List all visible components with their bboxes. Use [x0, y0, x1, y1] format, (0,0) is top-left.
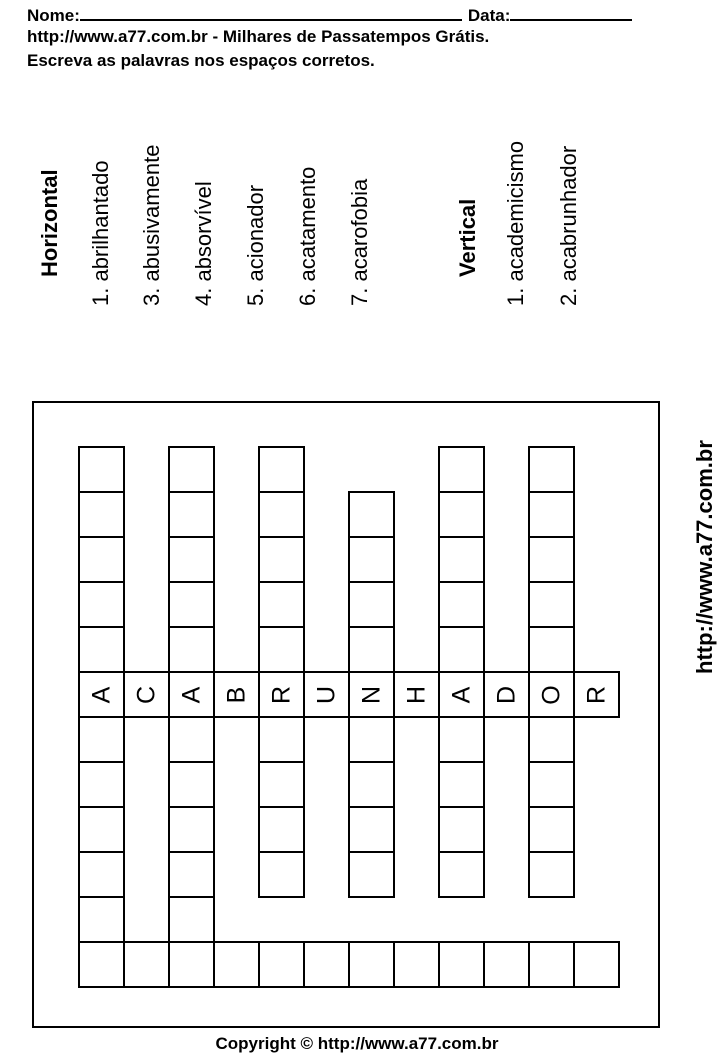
clue-horizontal-6: 6. acatamento	[295, 166, 320, 306]
answer-cell[interactable]	[168, 716, 215, 763]
given-letter: U	[312, 685, 340, 704]
given-letter: B	[222, 686, 250, 703]
given-letter-cell[interactable]	[483, 671, 530, 718]
answer-cell[interactable]	[348, 716, 395, 763]
given-letter-cell[interactable]	[213, 671, 260, 718]
answer-cell[interactable]	[258, 491, 305, 538]
answer-cell[interactable]	[348, 491, 395, 538]
answer-cell[interactable]	[78, 536, 125, 583]
answer-cell[interactable]	[303, 941, 350, 988]
clue-horizontal-1: 1. abrilhantado	[88, 160, 113, 306]
answer-cell[interactable]	[438, 581, 485, 628]
answer-cell[interactable]	[258, 851, 305, 898]
answer-cell[interactable]	[123, 941, 170, 988]
answer-cell[interactable]	[78, 896, 125, 943]
answer-cell[interactable]	[348, 851, 395, 898]
answer-cell[interactable]	[78, 941, 125, 988]
answer-cell[interactable]	[348, 536, 395, 583]
answer-cell[interactable]	[78, 806, 125, 853]
answer-cell[interactable]	[438, 941, 485, 988]
answer-cell[interactable]	[168, 491, 215, 538]
answer-cell[interactable]	[168, 896, 215, 943]
answer-cell[interactable]	[438, 761, 485, 808]
name-label: Nome:	[27, 6, 80, 25]
given-letter-cell[interactable]	[123, 671, 170, 718]
given-letter-cell[interactable]	[258, 671, 305, 718]
answer-cell[interactable]	[393, 941, 440, 988]
answer-cell[interactable]	[258, 536, 305, 583]
given-letter-cell[interactable]	[348, 671, 395, 718]
clue-horizontal-7: 7. acarofobia	[347, 178, 372, 306]
answer-cell[interactable]	[168, 761, 215, 808]
vertical-title: Vertical	[455, 198, 480, 277]
given-letter-cell[interactable]	[393, 671, 440, 718]
given-letter-cell[interactable]	[168, 671, 215, 718]
answer-cell[interactable]	[438, 626, 485, 673]
answer-cell[interactable]	[168, 806, 215, 853]
answer-cell[interactable]	[168, 581, 215, 628]
answer-cell[interactable]	[348, 581, 395, 628]
answer-cell[interactable]	[78, 716, 125, 763]
answer-cell[interactable]	[483, 941, 530, 988]
clue-vertical-2: 2. acabrunhador	[556, 145, 581, 306]
answer-cell[interactable]	[528, 491, 575, 538]
answer-cell[interactable]	[438, 536, 485, 583]
answer-cell[interactable]	[348, 806, 395, 853]
answer-cell[interactable]	[78, 446, 125, 493]
given-letter: D	[492, 685, 520, 704]
answer-cell[interactable]	[348, 626, 395, 673]
answer-cell[interactable]	[78, 851, 125, 898]
puzzle-frame	[32, 401, 660, 1028]
date-blank[interactable]	[510, 4, 632, 21]
answer-cell[interactable]	[168, 851, 215, 898]
clue-vertical-1: 1. academicismo	[503, 140, 528, 306]
given-letter-cell[interactable]	[78, 671, 125, 718]
answer-cell[interactable]	[528, 536, 575, 583]
answer-cell[interactable]	[438, 491, 485, 538]
answer-cell[interactable]	[258, 806, 305, 853]
answer-cell[interactable]	[78, 626, 125, 673]
horizontal-title: Horizontal	[37, 169, 62, 277]
given-letter: O	[537, 684, 565, 705]
answer-cell[interactable]	[528, 626, 575, 673]
answer-cell[interactable]	[78, 491, 125, 538]
instruction-line: Escreva as palavras nos espaços corretos.	[27, 51, 375, 70]
answer-cell[interactable]	[528, 446, 575, 493]
answer-cell[interactable]	[438, 806, 485, 853]
name-blank[interactable]	[80, 4, 462, 21]
answer-cell[interactable]	[258, 581, 305, 628]
answer-cell[interactable]	[258, 761, 305, 808]
answer-cell[interactable]	[528, 761, 575, 808]
given-letter: C	[132, 685, 160, 704]
answer-cell[interactable]	[438, 446, 485, 493]
answer-cell[interactable]	[78, 761, 125, 808]
answer-cell[interactable]	[528, 851, 575, 898]
given-letter: A	[87, 686, 115, 703]
answer-cell[interactable]	[168, 536, 215, 583]
answer-cell[interactable]	[438, 851, 485, 898]
answer-cell[interactable]	[573, 941, 620, 988]
date-label: Data:	[467, 6, 511, 25]
given-letter: A	[447, 686, 475, 703]
answer-cell[interactable]	[438, 716, 485, 763]
given-letter: R	[267, 685, 295, 704]
answer-cell[interactable]	[258, 941, 305, 988]
answer-cell[interactable]	[168, 626, 215, 673]
answer-cell[interactable]	[258, 716, 305, 763]
answer-cell[interactable]	[168, 941, 215, 988]
copyright-footer: Copyright © http://www.a77.com.br	[215, 1034, 499, 1053]
site-line: http://www.a77.com.br - Milhares de Passatempos Grátis.	[27, 27, 490, 46]
given-letter-cell[interactable]	[528, 671, 575, 718]
name-date-line	[27, 4, 632, 26]
clue-horizontal-3: 3. abusivamente	[139, 144, 164, 306]
answer-cell[interactable]	[348, 761, 395, 808]
answer-cell[interactable]	[528, 716, 575, 763]
answer-cell[interactable]	[213, 941, 260, 988]
clue-horizontal-5: 5. acionador	[243, 184, 268, 306]
answer-cell[interactable]	[78, 581, 125, 628]
answer-cell[interactable]	[348, 941, 395, 988]
answer-cell[interactable]	[528, 581, 575, 628]
answer-cell[interactable]	[168, 446, 215, 493]
side-url: http://www.a77.com.br	[692, 440, 717, 674]
answer-cell[interactable]	[528, 941, 575, 988]
given-letter: A	[177, 686, 205, 703]
given-letter-cell[interactable]	[303, 671, 350, 718]
given-letter: R	[582, 685, 610, 704]
answer-cell[interactable]	[258, 446, 305, 493]
answer-cell[interactable]	[258, 626, 305, 673]
answer-cell[interactable]	[528, 806, 575, 853]
given-letter-cell[interactable]	[573, 671, 620, 718]
given-letter: N	[357, 685, 385, 704]
given-letter-cell[interactable]	[438, 671, 485, 718]
given-letter: H	[402, 685, 430, 704]
clue-horizontal-4: 4. absorvível	[191, 181, 216, 306]
